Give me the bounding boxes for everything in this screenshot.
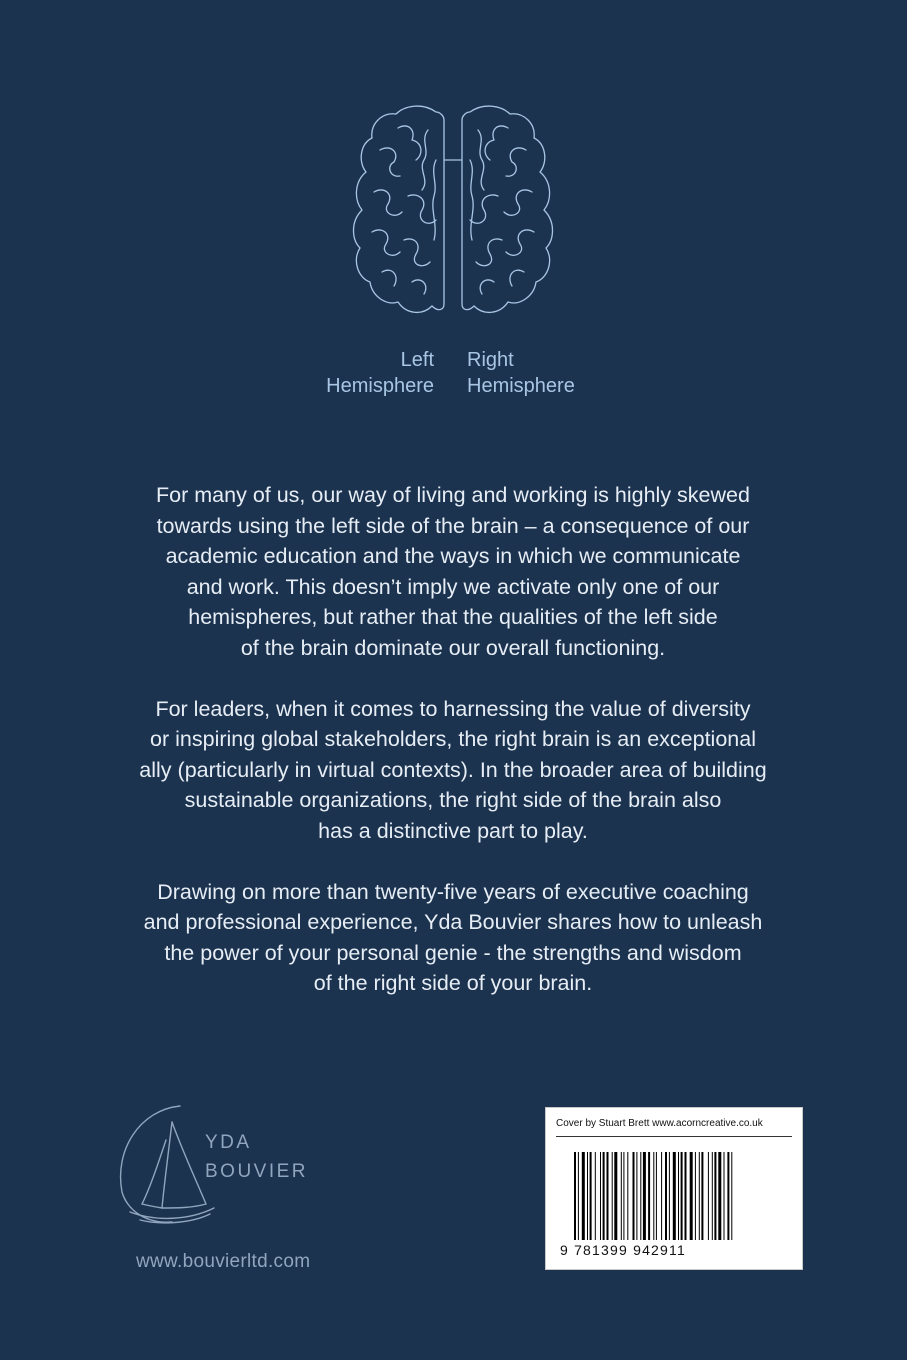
brand-line-2: BOUVIER: [205, 1161, 309, 1182]
brain-hemispheres-illustration: [338, 100, 568, 325]
right-hemisphere-label: [467, 347, 627, 399]
blurb-paragraph-3: Drawing on more than twenty-five years of executive coaching and professional experience, Yda Bouvier shares how to unleash the power of your personal genie - the strengths and wisdom of the right side of your brain.: [143, 879, 763, 996]
isbn-barcode: [574, 1152, 774, 1240]
author-website: www.bouvierltd.com: [136, 1251, 311, 1272]
blurb-paragraph-2: For leaders, when it comes to harnessing the value of diversity or inspiring global stakeholders, the right brain is an exceptional ally (particularly in virtual contexts). In the broader area of building sustainable organizations, the right side of the brain also has a distinctive part to play.: [139, 696, 767, 843]
barcode-panel: [545, 1107, 803, 1270]
left-label-line-1: Left: [400, 349, 434, 371]
back-cover-blurb: [103, 480, 803, 1029]
left-label-line-2: Hemisphere: [326, 375, 434, 397]
credit-divider: [556, 1136, 792, 1137]
right-hemisphere-drawing: [462, 106, 553, 312]
right-label-line-2: Hemisphere: [467, 375, 575, 397]
brand-line-1: YDA: [205, 1132, 252, 1153]
isbn-number: 9 781399 942911: [560, 1242, 686, 1258]
left-hemisphere-drawing: [354, 106, 445, 312]
blurb-paragraph-1: For many of us, our way of living and working is highly skewed towards using the left side of the brain – a consequence of our academic education and the ways in which we communicate and work. This doesn’t imply we activate only one of our hemispheres, but rather that the qualities of the left side of the brain dominate our overall functioning.: [156, 483, 750, 660]
right-label-line-1: Right: [467, 349, 514, 371]
cover-credit: Cover by Stuart Brett www.acorncreative.co.uk: [556, 1118, 763, 1129]
author-brand-wordmark: [205, 1128, 308, 1186]
left-hemisphere-label: [274, 347, 434, 399]
